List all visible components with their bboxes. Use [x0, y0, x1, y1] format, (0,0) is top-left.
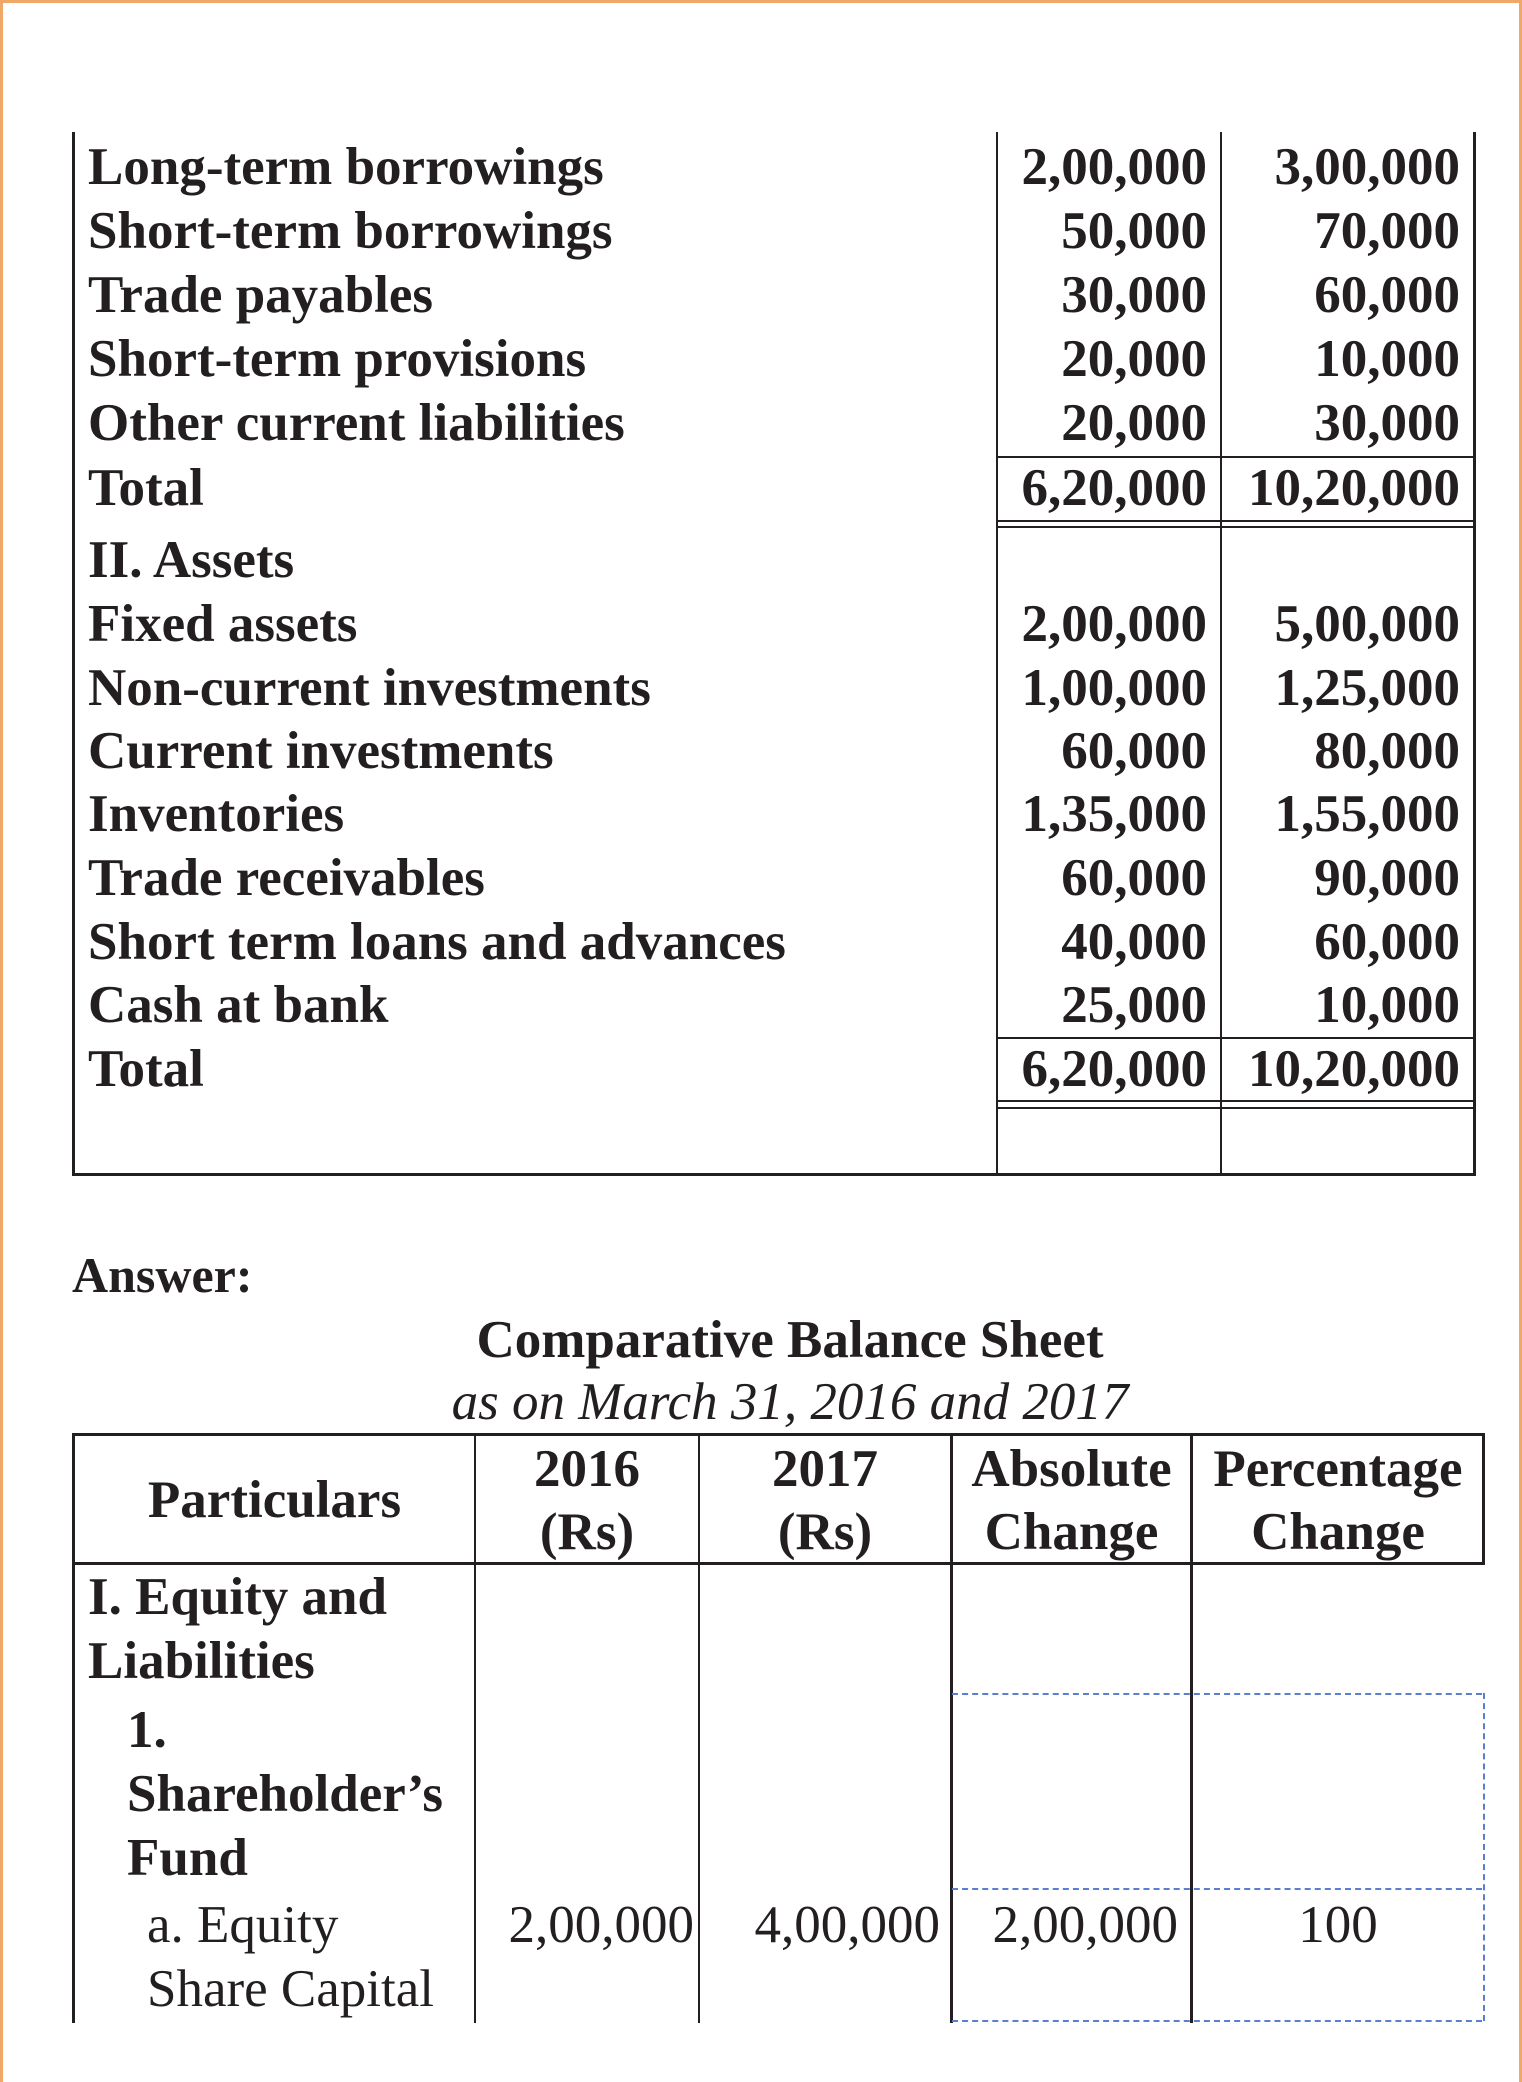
upper-table-bottom-border: [72, 1173, 1475, 1176]
row-value-2016: 25,000: [1061, 976, 1207, 1034]
header-2016-line2: (Rs): [539, 1503, 635, 1561]
header-percentage-line2: Change: [1251, 1503, 1425, 1561]
dashed-guide: [952, 2020, 1482, 2022]
row-value-2016: 20,000: [1061, 330, 1207, 388]
dashed-guide-vertical: [1483, 1693, 1485, 2021]
header-2016-line1: 2016: [534, 1440, 640, 1498]
row-value-2017: 80,000: [1314, 722, 1460, 780]
row-value-2016: 2,00,000: [1021, 595, 1207, 653]
total-assets-2016: 6,20,000: [1021, 1040, 1207, 1098]
row-value-2017: 1,25,000: [1274, 659, 1460, 717]
row-value-2016: 2,00,000: [1021, 138, 1207, 196]
section-heading-line2: Liabilities: [88, 1632, 315, 1690]
header-2017-line1: 2017: [772, 1440, 878, 1498]
total-assets-label: Total: [88, 1040, 204, 1098]
dashed-guide: [952, 1888, 1482, 1890]
table-title: Comparative Balance Sheet: [476, 1311, 1104, 1369]
row-value-2017: 60,000: [1314, 913, 1460, 971]
row-value-2017: 3,00,000: [1274, 138, 1460, 196]
total-assets-bottom-rule-2: [996, 1107, 1476, 1109]
row-a-value-2017: 4,00,000: [754, 1896, 940, 1954]
section-heading-line1: I. Equity and: [88, 1568, 388, 1626]
row-a-label-line1: a. Equity: [147, 1896, 339, 1954]
row-value-2016: 1,35,000: [1021, 785, 1207, 843]
row-value-2017: 90,000: [1314, 849, 1460, 907]
row-value-2016: 60,000: [1061, 722, 1207, 780]
subsection-heading-line1: 1.: [127, 1701, 167, 1759]
row-label: Inventories: [88, 785, 345, 843]
row-a-value-2016: 2,00,000: [508, 1896, 694, 1954]
row-value-2017: 70,000: [1314, 202, 1460, 260]
row-label: Short-term borrowings: [88, 202, 613, 260]
row-label: Other current liabilities: [88, 394, 625, 452]
row-value-2017: 10,000: [1314, 330, 1460, 388]
dashed-guide: [952, 1693, 1482, 1695]
row-label: Trade payables: [88, 266, 434, 324]
row-label: Cash at bank: [88, 976, 389, 1034]
row-value-2017: 5,00,000: [1274, 595, 1460, 653]
header-absolute-line1: Absolute: [971, 1440, 1172, 1498]
total-assets-2017: 10,20,000: [1248, 1040, 1460, 1098]
row-a-percentage-change: 100: [1298, 1896, 1378, 1954]
row-a-label-line2: Share Capital: [147, 1960, 434, 2018]
row-value-2017: 30,000: [1314, 394, 1460, 452]
row-value-2016: 1,00,000: [1021, 659, 1207, 717]
assets-heading: II. Assets: [88, 531, 295, 589]
table-subtitle: as on March 31, 2016 and 2017: [451, 1373, 1129, 1431]
total-liabilities-2017: 10,20,000: [1248, 459, 1460, 517]
header-particulars: Particulars: [147, 1471, 402, 1529]
row-label: Long-term borrowings: [88, 138, 604, 196]
row-label: Current investments: [88, 722, 554, 780]
row-a-absolute-change: 2,00,000: [992, 1896, 1178, 1954]
total-liabilities-bottom-rule-2: [996, 526, 1476, 528]
total-liabilities-label: Total: [88, 459, 204, 517]
row-value-2016: 30,000: [1061, 266, 1207, 324]
subsection-heading-line3: Fund: [127, 1829, 248, 1887]
row-value-2016: 60,000: [1061, 849, 1207, 907]
subsection-heading-line2: Shareholder’s: [127, 1765, 444, 1823]
row-value-2017: 1,55,000: [1274, 785, 1460, 843]
col-divider-1: [996, 132, 998, 1176]
row-value-2016: 40,000: [1061, 913, 1207, 971]
header-percentage-line1: Percentage: [1213, 1440, 1463, 1498]
row-value-2017: 10,000: [1314, 976, 1460, 1034]
row-value-2016: 20,000: [1061, 394, 1207, 452]
header-absolute-line2: Change: [984, 1503, 1159, 1561]
row-label: Fixed assets: [88, 595, 358, 653]
ctable-top-border: [72, 1433, 1485, 1436]
row-value-2016: 50,000: [1061, 202, 1207, 260]
row-label: Non-current investments: [88, 659, 651, 717]
row-label: Trade receivables: [88, 849, 485, 907]
total-liabilities-bottom-rule: [996, 520, 1476, 522]
upper-table-right-border: [1473, 132, 1476, 1176]
row-value-2017: 60,000: [1314, 266, 1460, 324]
total-liabilities-2016: 6,20,000: [1021, 459, 1207, 517]
row-label: Short term loans and advances: [88, 913, 786, 971]
row-label: Short-term provisions: [88, 330, 587, 388]
col-divider-2: [1220, 132, 1222, 1176]
header-2017-line2: (Rs): [777, 1503, 873, 1561]
answer-label: Answer:: [72, 1247, 253, 1303]
upper-table-left-border: [72, 132, 75, 1176]
